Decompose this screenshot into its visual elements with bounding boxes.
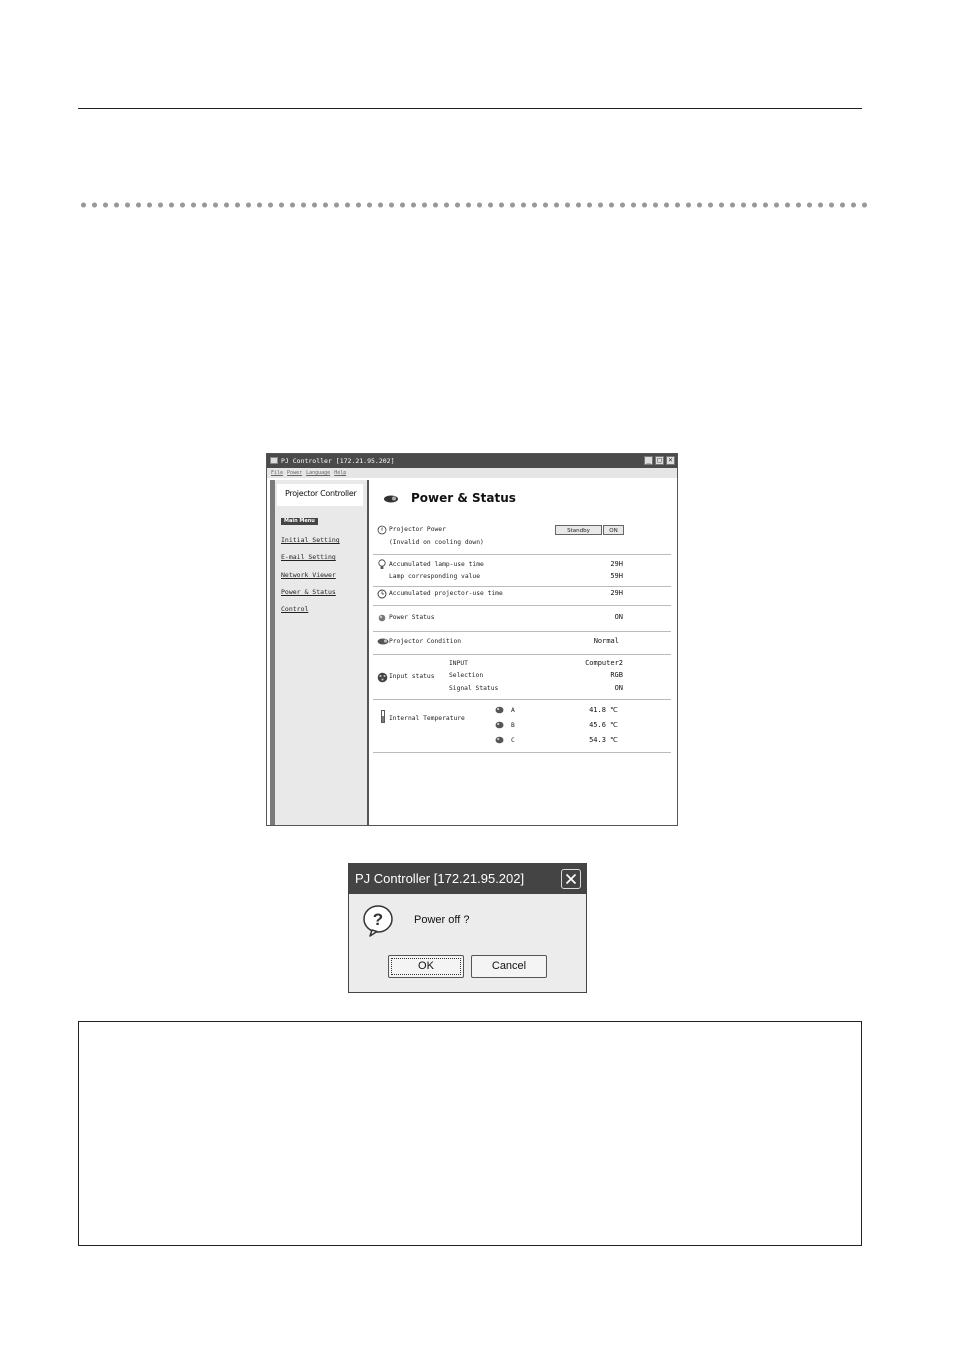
on-button[interactable]: ON	[603, 525, 624, 535]
input-row-name: INPUT	[449, 660, 468, 667]
confirm-dialog	[348, 863, 587, 993]
minimize-icon[interactable]: _	[644, 456, 653, 465]
svg-text:?: ?	[372, 910, 384, 929]
app-menubar	[267, 468, 677, 478]
projector-use-value: 29H	[610, 589, 623, 597]
nav-power-status[interactable]: Power & Status	[281, 588, 336, 596]
selection-row-name: Selection	[449, 672, 484, 679]
nav-control[interactable]: Control	[281, 605, 309, 613]
input-status-label: Input status	[389, 673, 435, 680]
projector-icon	[383, 494, 399, 503]
lamp-corr-value: 59H	[610, 572, 623, 580]
power-status-value: ON	[614, 613, 623, 621]
temp-a-name: A	[511, 707, 515, 714]
dialog-message: Power off ?	[414, 914, 470, 926]
temp-c-value: 54.3 ℃	[589, 736, 618, 744]
input-row-value: Computer2	[585, 659, 623, 667]
projector-condition-label: Projector Condition	[389, 638, 462, 645]
question-icon	[362, 904, 396, 938]
nav-initial-setting[interactable]: Initial Setting	[281, 536, 340, 544]
cancel-button[interactable]: Cancel	[471, 955, 547, 978]
dialog-titlebar	[349, 864, 586, 894]
status-icon	[378, 614, 386, 622]
page-header-rule	[78, 108, 862, 109]
separator	[373, 752, 671, 753]
temp-a-value: 41.8 ℃	[589, 706, 618, 714]
note-box	[78, 1021, 862, 1246]
lamp-time-label: Accumulated lamp-use time	[389, 561, 484, 568]
sidebar	[275, 480, 369, 825]
logo	[277, 484, 363, 506]
condition-icon	[377, 637, 389, 645]
app-titlebar	[267, 454, 677, 468]
menu-power[interactable]: Power	[287, 470, 303, 476]
maximize-icon[interactable]: □	[655, 456, 664, 465]
selection-row-value: RGB	[610, 671, 623, 679]
menu-language[interactable]: Language	[306, 470, 331, 476]
dotted-divider	[78, 201, 870, 209]
sensor-icon	[495, 721, 504, 729]
lamp-corr-label: Lamp corresponding value	[389, 573, 480, 580]
app-window	[266, 453, 678, 826]
page-title: Power & Status	[411, 491, 516, 505]
projector-power-note: (Invalid on cooling down)	[389, 539, 484, 546]
separator	[373, 554, 671, 555]
ok-button-label: OK	[391, 958, 461, 975]
nav-network-viewer[interactable]: Network Viewer	[281, 571, 336, 579]
input-icon	[377, 672, 388, 683]
projector-condition-value: Normal	[593, 637, 619, 645]
clock-icon	[377, 589, 387, 599]
temp-b-name: B	[511, 722, 515, 729]
menu-file[interactable]: File	[271, 470, 284, 476]
ok-button[interactable]	[388, 955, 464, 978]
signal-row-name: Signal Status	[449, 685, 499, 692]
projector-use-label: Accumulated projector-use time	[389, 590, 503, 597]
standby-button[interactable]: Standby	[555, 525, 602, 535]
temp-b-value: 45.6 ℃	[589, 721, 618, 729]
sensor-icon	[495, 706, 504, 714]
sensor-icon	[495, 736, 504, 744]
separator	[373, 586, 671, 587]
dialog-title: PJ Controller [172.21.95.202]	[355, 871, 525, 886]
separator	[373, 654, 671, 655]
app-icon	[270, 457, 278, 464]
content-panel	[369, 480, 675, 825]
signal-row-value: ON	[614, 684, 623, 692]
projector-power-label: Projector Power	[389, 526, 446, 533]
separator	[373, 605, 671, 606]
power-icon	[377, 525, 387, 535]
logo-text: Projector Controller	[285, 489, 357, 498]
lamp-icon	[378, 559, 386, 570]
temp-c-name: C	[511, 737, 515, 744]
temperature-label: Internal Temperature	[389, 715, 465, 722]
main-menu-badge: Main Menu	[281, 518, 318, 525]
lamp-time-value: 29H	[610, 560, 623, 568]
app-title: PJ Controller [172.21.95.202]	[281, 457, 395, 465]
separator	[373, 699, 671, 700]
separator	[373, 631, 671, 632]
nav-email-setting[interactable]: E-mail Setting	[281, 553, 336, 561]
menu-help[interactable]: Help	[334, 470, 347, 476]
power-status-label: Power Status	[389, 614, 435, 621]
close-icon[interactable]	[561, 869, 581, 889]
close-icon[interactable]: ×	[666, 456, 675, 465]
thermometer-icon	[380, 710, 386, 723]
